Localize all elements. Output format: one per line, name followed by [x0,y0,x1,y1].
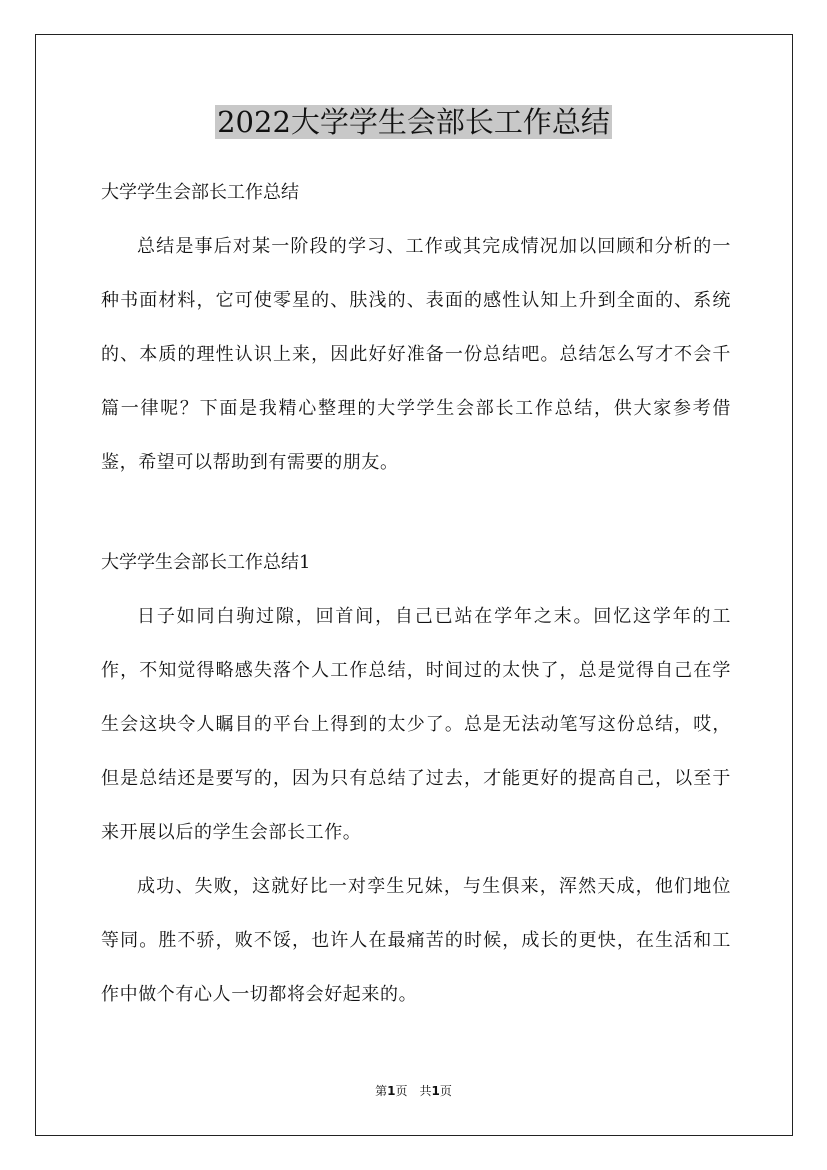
document-body [101,166,731,1022]
paragraph-spacer [101,490,731,536]
intro-heading: 大学学生会部长工作总结 [101,182,299,203]
section1-heading: 大学学生会部长工作总结1 [101,552,311,573]
section1-paragraph-1: 日子如同白驹过隙，回首间，自己已站在学年之末。回忆这学年的工作，不知觉得略感失落个人工作总结，时间过的太快了，总是觉得自己在学生会这块令人瞩目的平台上得到的太少了。总是无法动笔写这份总结，哎，但是总结还是要写的，因为只有总结了过去，才能更好的提高自己，以至于来开展以后的学生会部长工作。 [101,606,731,843]
document-title [0,100,827,144]
footer-suffix: 页 [439,1084,452,1098]
footer-page-total: 1 [431,1084,440,1098]
footer-page-current: 1 [387,1084,396,1098]
section1-paragraph-2: 成功、失败，这就好比一对孪生兄妹，与生俱来，浑然天成，他们地位等同。胜不骄，败不馁，也许人在最痛苦的时候，成长的更快，在生活和工作中做个有心人一切都将会好起来的。 [101,876,731,1005]
document-title-text: 2022大学学生会部长工作总结 [217,105,610,139]
footer-mid: 页 共 [395,1084,432,1098]
page-footer [0,1082,827,1100]
footer-prefix: 第 [375,1084,388,1098]
intro-paragraph: 总结是事后对某一阶段的学习、工作或其完成情况加以回顾和分析的一种书面材料，它可使零星的、肤浅的、表面的感性认知上升到全面的、系统的、本质的理性认识上来，因此好好准备一份总结吧。总结怎么写才不会千篇一律呢？下面是我精心整理的大学学生会部长工作总结，供大家参考借鉴，希望可以帮助到有需要的朋友。 [101,236,731,473]
